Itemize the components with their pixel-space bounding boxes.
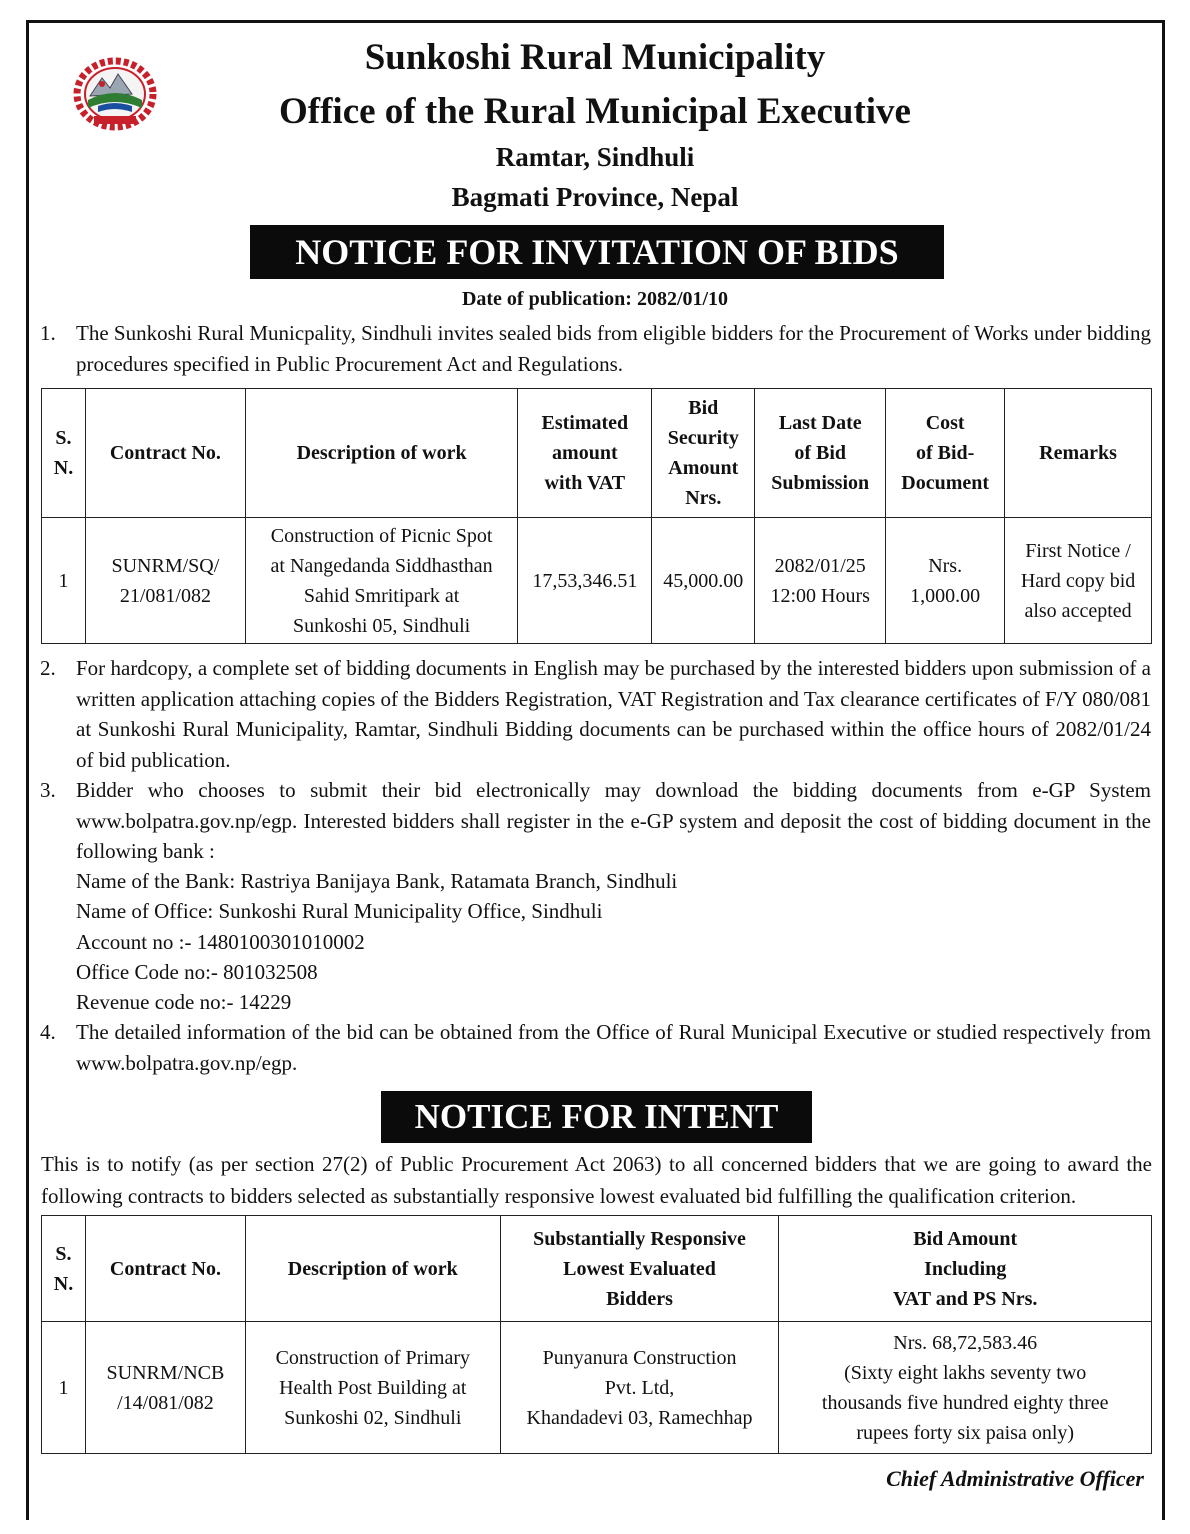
paragraph-number: 4.: [40, 1020, 56, 1044]
paragraph-2: [40, 653, 1151, 775]
revenue-code: Revenue code no:- 14229: [76, 990, 292, 1015]
cell-contract: SUNRM/NCB /14/081/082: [85, 1322, 245, 1454]
table-header-row: [42, 1216, 1152, 1322]
paragraph-number: 1.: [40, 321, 56, 345]
office-address: Ramtar, Sindhuli: [495, 142, 695, 172]
col-header-bidders: Substantially Responsive Lowest Evaluated Bidders: [500, 1216, 779, 1322]
cell-cost: Nrs. 1,000.00: [886, 518, 1005, 644]
province-name: Bagmati Province, Nepal: [451, 182, 739, 212]
paragraph-4: [40, 1017, 1151, 1078]
col-header-bid-amount: Bid Amount Including VAT and PS Nrs.: [779, 1216, 1152, 1322]
col-header-description: Description of work: [245, 389, 518, 518]
paragraph-number: 3.: [40, 778, 56, 802]
publication-date: Date of publication: 2082/01/10: [461, 288, 729, 310]
intent-notice-title: NOTICE FOR INTENT: [381, 1091, 812, 1143]
cell-security: 45,000.00: [652, 518, 755, 644]
office-name: Office of the Rural Municipal Executive: [279, 91, 911, 132]
bids-notice-title: NOTICE FOR INVITATION OF BIDS: [250, 225, 944, 279]
paragraph-1: [40, 318, 1151, 379]
col-header-estimated: Estimated amount with VAT: [518, 389, 652, 518]
table-row: [42, 1322, 1152, 1454]
municipality-name: Sunkoshi Rural Municipality: [364, 37, 826, 78]
col-header-contract: Contract No.: [85, 1216, 245, 1322]
paragraph-3: [40, 775, 1151, 867]
paragraph-number: 2.: [40, 656, 56, 680]
col-header-last-date: Last Date of Bid Submission: [755, 389, 886, 518]
cell-bidder: Punyanura Construction Pvt. Ltd, Khandadevi 03, Ramechhap: [500, 1322, 779, 1454]
col-header-description: Description of work: [245, 1216, 500, 1322]
cell-estimated: 17,53,346.51: [518, 518, 652, 644]
cell-sn: 1: [42, 1322, 86, 1454]
bids-table: [41, 388, 1152, 644]
cell-bid-amount: Nrs. 68,72,583.46 (Sixty eight lakhs seventy two thousands five hundred eighty three rupees forty six paisa only): [779, 1322, 1152, 1454]
account-number: Account no :- 1480100301010002: [76, 929, 365, 954]
office-name-line: Name of Office: Sunkoshi Rural Municipality Office, Sindhuli: [76, 899, 603, 924]
col-header-contract: Contract No.: [85, 389, 245, 518]
paragraph-text: The detailed information of the bid can be obtained from the Office of Rural Municipal Executive or studied respectively from www.bolpatra.gov.np/egp.: [76, 1020, 1151, 1075]
col-header-sn: S. N.: [42, 389, 86, 518]
intent-table: [41, 1215, 1152, 1454]
col-header-remarks: Remarks: [1005, 389, 1152, 518]
cell-contract: SUNRM/SQ/ 21/081/082: [85, 518, 245, 644]
paragraph-text: The Sunkoshi Rural Municpality, Sindhuli invites sealed bids from eligible bidders for the Procurement of Works under bidding procedures specified in Public Procurement Act and Regulations.: [76, 321, 1151, 376]
col-header-sn: S. N.: [42, 1216, 86, 1322]
signatory-title: Chief Administrative Officer: [886, 1466, 1144, 1491]
cell-last-date: 2082/01/25 12:00 Hours: [755, 518, 886, 644]
bank-name: Name of the Bank: Rastriya Banijaya Bank, Ratamata Branch, Sindhuli: [76, 869, 678, 893]
table-row: [42, 518, 1152, 644]
col-header-cost: Cost of Bid- Document: [886, 389, 1005, 518]
paragraph-text: For hardcopy, a complete set of bidding documents in English may be purchased by the interested bidders upon submission of a written application attaching copies of the Bidders Registration, VAT Registration and Tax clearance certificates of F/Y 080/081 at Sunkoshi Rural Municipality, Ramtar, Sindhuli Bidding documents can be purchased within the office hours of 2082/01/24 of bid publication.: [76, 656, 1151, 772]
cell-description: Construction of Picnic Spot at Nangedanda Siddhasthan Sahid Smritipark at Sunkoshi 05, Sindhuli: [245, 518, 518, 644]
paragraph-text: Bidder who chooses to submit their bid electronically may download the bidding documents from e-GP System www.bolpatra.gov.np/egp. Interested bidders shall register in the e-GP system and deposit the cost of bidding document in the following bank :: [76, 778, 1151, 863]
intent-intro: This is to notify (as per section 27(2) of Public Procurement Act 2063) to all concerned bidders that we are going to award the following contracts to bidders selected as substantially responsive lowest evaluated bid fulfilling the qualification criterion.: [41, 1152, 1152, 1208]
table-header-row: [42, 389, 1152, 518]
col-header-security: Bid Security Amount Nrs.: [652, 389, 755, 518]
cell-remarks: First Notice / Hard copy bid also accepted: [1005, 518, 1152, 644]
bank-details: [76, 866, 677, 1017]
cell-sn: 1: [42, 518, 86, 644]
cell-description: Construction of Primary Health Post Building at Sunkoshi 02, Sindhuli: [245, 1322, 500, 1454]
office-code: Office Code no:- 801032508: [76, 959, 318, 984]
